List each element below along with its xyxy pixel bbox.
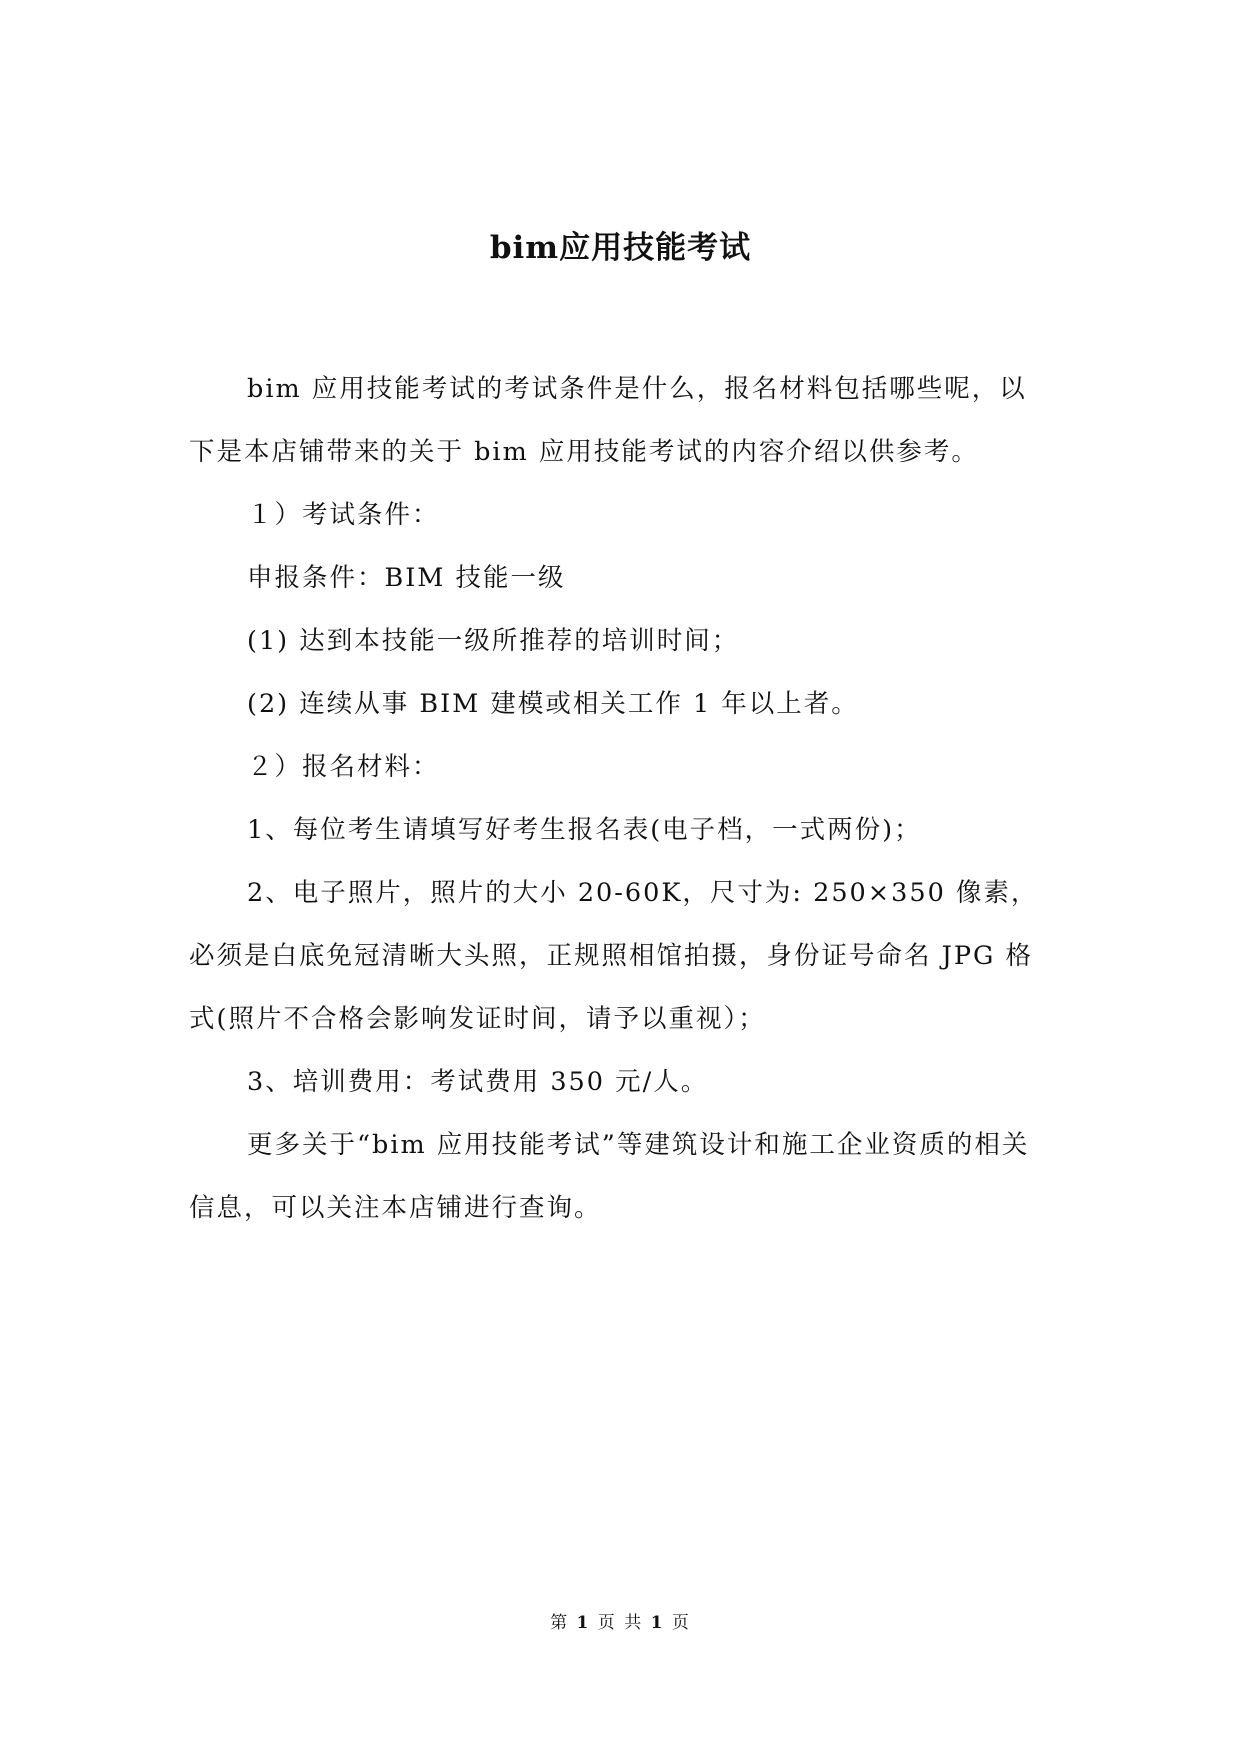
materials-item-3: 3、培训费用：考试费用 350 元/人。 xyxy=(247,1067,709,1097)
footer-page-number: 1 xyxy=(576,1613,591,1633)
document-title: bim应用技能考试 xyxy=(489,230,752,266)
page-footer xyxy=(0,1608,1241,1633)
footer-middle: 页 共 xyxy=(597,1613,644,1633)
paragraph-intro: bim 应用技能考试的考试条件是什么，报名材料包括哪些呢，以下是本店铺带来的关于 bim 应用技能考试的内容介绍以供参考。 xyxy=(189,374,1027,467)
footer-total-pages: 1 xyxy=(650,1613,665,1633)
materials-item-1: 1、每位考生请填写好考生报名表(电子档，一式两份)； xyxy=(247,815,922,845)
paragraph-closing: 更多关于“bim 应用技能考试”等建筑设计和施工企业资质的相关信息，可以关注本店铺进行查询。 xyxy=(189,1130,1030,1223)
footer-suffix: 页 xyxy=(671,1613,691,1633)
section-exam-conditions-heading: １）考试条件： xyxy=(247,500,440,530)
section-registration-materials-heading: ２）报名材料： xyxy=(247,752,440,782)
condition-item-2: (2) 连续从事 BIM 建模或相关工作 1 年以上者。 xyxy=(247,689,859,719)
footer-prefix: 第 xyxy=(550,1613,570,1633)
paragraph-application-condition: 申报条件：BIM 技能一级 xyxy=(247,563,566,593)
document-body xyxy=(189,358,1054,1240)
materials-item-2: 2、电子照片，照片的大小 20-60K，尺寸为: 250×350 像素，必须是白底免冠清晰大头照，正规照相馆拍摄，身份证号命名 JPG 格式(照片不合格会影响发证时间，请予以重视）； xyxy=(189,878,1039,1034)
condition-item-1: (1) 达到本技能一级所推荐的培训时间； xyxy=(247,626,740,656)
